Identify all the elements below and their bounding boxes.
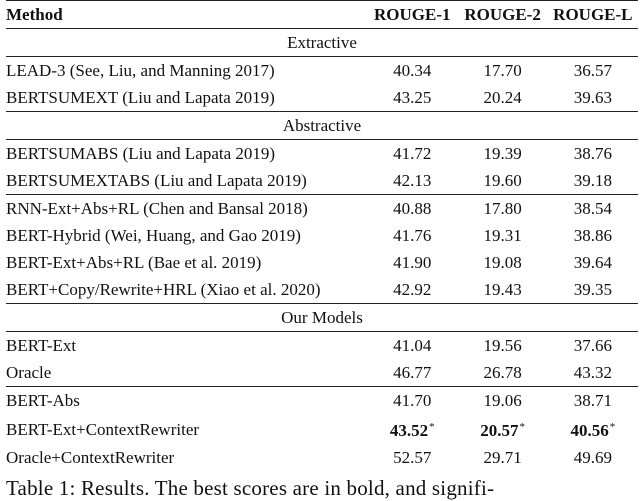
section-title: Our Models — [6, 304, 638, 332]
table-row — [6, 222, 638, 249]
method-cell: BERT-Ext+Abs+RL (Bae et al. 2019) — [6, 253, 262, 272]
rouge-l-cell: 43.32 — [573, 363, 612, 382]
rouge-l-cell-best — [548, 414, 638, 444]
method-cell: BERT-Ext+ContextRewriter — [6, 419, 200, 439]
rouge-1-cell: 41.04 — [367, 332, 457, 360]
best-score: 43.52 — [389, 421, 429, 440]
rouge-l-cell: 38.71 — [548, 387, 638, 415]
section-title: Abstractive — [6, 112, 638, 140]
table-row — [6, 57, 638, 85]
rouge-2-cell: 26.78 — [483, 363, 522, 382]
rouge-1-cell: 41.72 — [367, 140, 457, 168]
method-cell: Oracle+ContextRewriter — [6, 448, 175, 467]
rouge-2-cell: 20.24 — [483, 88, 522, 107]
best-score: 20.57 — [480, 421, 519, 440]
method-cell: BERTSUMABS (Liu and Lapata 2019) — [6, 140, 367, 168]
rouge-1-cell: 42.13 — [393, 171, 432, 190]
method-cell: BERT-Ext — [6, 332, 367, 360]
header-rouge-2: ROUGE-2 — [457, 1, 547, 29]
section-title: Extractive — [6, 29, 638, 57]
rouge-1-cell: 41.70 — [367, 387, 457, 415]
rouge-1-cell: 43.25 — [393, 88, 432, 107]
rouge-2-cell: 19.08 — [483, 253, 522, 272]
rouge-2-cell: 19.43 — [483, 280, 522, 299]
rouge-l-cell: 36.57 — [548, 57, 638, 85]
rouge-l-cell: 49.69 — [573, 448, 612, 467]
table-row — [6, 167, 638, 195]
rouge-l-cell: 39.35 — [573, 280, 612, 299]
rouge-2-cell: 29.71 — [483, 448, 522, 467]
method-cell: BERTSUMEXT (Liu and Lapata 2019) — [6, 88, 275, 107]
method-cell: BERT+Copy/Rewrite+HRL (Xiao et al. 2020) — [6, 280, 321, 299]
rouge-l-cell: 37.66 — [548, 332, 638, 360]
table-row — [6, 249, 638, 276]
table-row — [6, 84, 638, 112]
method-cell: BERT-Hybrid (Wei, Huang, and Gao 2019) — [6, 226, 301, 245]
method-cell: BERTSUMEXTABS (Liu and Lapata 2019) — [6, 171, 307, 190]
rouge-l-cell: 39.18 — [573, 171, 612, 190]
table-caption: Table 1: Results. The best scores are in bold, and signifi- — [6, 476, 495, 500]
rouge-1-cell: 46.77 — [393, 363, 432, 382]
rouge-l-cell: 38.86 — [573, 226, 612, 245]
method-cell: RNN-Ext+Abs+RL (Chen and Bansal 2018) — [6, 195, 367, 223]
rouge-2-cell: 17.70 — [457, 57, 547, 85]
rouge-1-cell: 40.88 — [367, 195, 457, 223]
table-row-best — [6, 414, 638, 444]
header-method: Method — [6, 1, 367, 29]
best-score: 40.56 — [570, 421, 609, 440]
rouge-2-cell: 19.60 — [483, 171, 522, 190]
significance-marker: * — [609, 421, 616, 433]
method-cell: BERT-Abs — [6, 387, 367, 415]
table-row — [6, 359, 638, 387]
rouge-l-cell: 39.64 — [573, 253, 612, 272]
rouge-2-cell-best — [457, 414, 547, 444]
section-header-row — [6, 112, 638, 140]
significance-marker: * — [429, 421, 435, 433]
section-header-row — [6, 29, 638, 57]
table-row — [6, 195, 638, 223]
header-rouge-l: ROUGE-L — [548, 1, 638, 29]
significance-marker: * — [519, 421, 525, 433]
method-cell: Oracle — [6, 363, 52, 382]
table-row — [6, 444, 638, 471]
rouge-1-cell: 42.92 — [393, 280, 432, 299]
table-row — [6, 140, 638, 168]
rouge-2-cell: 19.06 — [457, 387, 547, 415]
table-row — [6, 332, 638, 360]
rouge-2-cell: 19.39 — [457, 140, 547, 168]
table-header-row — [6, 1, 638, 29]
rouge-1-cell: 40.34 — [367, 57, 457, 85]
section-header-row — [6, 304, 638, 332]
rouge-1-cell: 41.90 — [393, 253, 432, 272]
rouge-l-cell: 39.63 — [573, 88, 612, 107]
rouge-2-cell: 19.56 — [457, 332, 547, 360]
results-table — [6, 0, 638, 471]
rouge-1-cell: 41.76 — [393, 226, 432, 245]
rouge-1-cell-best — [367, 414, 457, 444]
rouge-1-cell: 52.57 — [393, 448, 432, 467]
table-row — [6, 276, 638, 304]
rouge-l-cell: 38.54 — [548, 195, 638, 223]
rouge-l-cell: 38.76 — [548, 140, 638, 168]
header-rouge-1: ROUGE-1 — [367, 1, 457, 29]
rouge-2-cell: 17.80 — [457, 195, 547, 223]
method-cell: LEAD-3 (See, Liu, and Manning 2017) — [6, 57, 367, 85]
table-row — [6, 387, 638, 415]
rouge-2-cell: 19.31 — [483, 226, 522, 245]
